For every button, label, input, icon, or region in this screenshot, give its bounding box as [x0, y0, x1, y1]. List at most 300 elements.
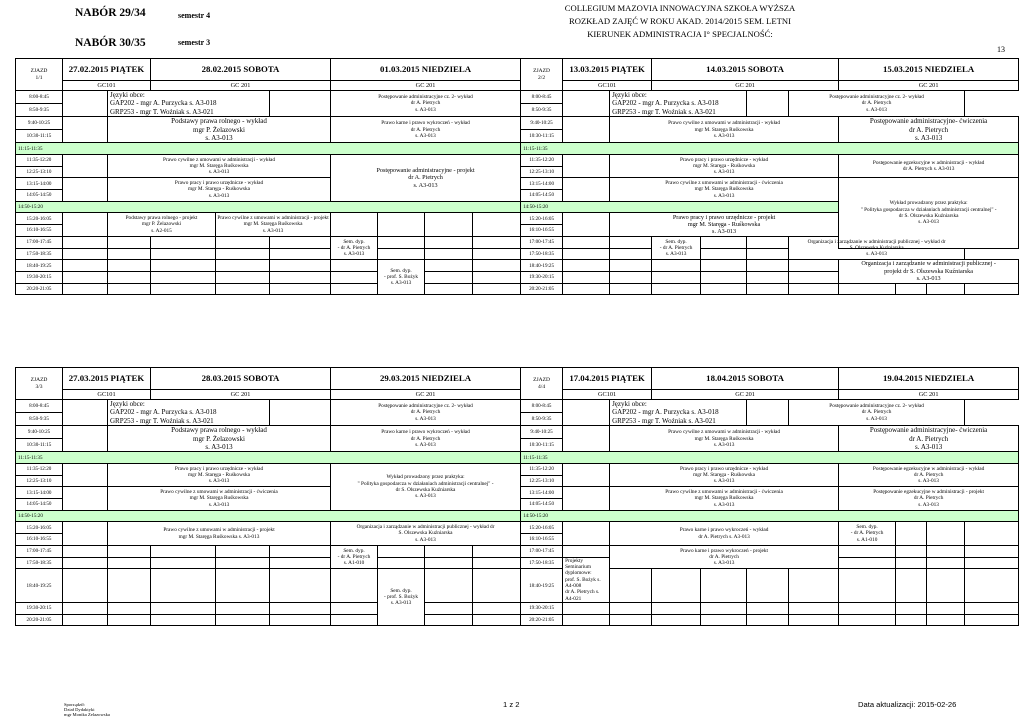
class-teacher: - prof. S. Bożyk: [384, 274, 419, 281]
class-title: Postępowanie administracyjne cz. 2- wykład: [829, 94, 924, 101]
update-date: Data aktualizacji: 2015-02-26: [858, 700, 957, 709]
empty-cell: [965, 614, 1019, 626]
time-slot: 18:40-19:25: [521, 260, 563, 272]
class-block: [610, 426, 839, 452]
class-room: s. A3-013: [413, 181, 438, 189]
empty-cell: [701, 569, 747, 603]
class-title: Sem. dyp.: [856, 524, 878, 531]
class-title: Postępowanie administracyjne - projekt: [376, 166, 475, 174]
empty-cell: [63, 557, 108, 569]
class-title: Organizacja i zarządzanie w administracji publicznej - wykład dr: [807, 238, 946, 245]
time-slot: 13:15-14:00: [16, 487, 63, 499]
time-slot: 20:20-21:05: [16, 614, 63, 626]
time-slot: 16:10-16:55: [521, 225, 563, 237]
empty-cell: [63, 178, 108, 201]
empty-cell: [270, 248, 331, 260]
empty-cell: [63, 283, 108, 295]
class-title: Prawo pracy i prawo urzędnicze - wykład: [174, 465, 264, 472]
semestr-label-2: semestr 3: [178, 38, 211, 47]
time-slot: 14:05-14:50: [521, 499, 563, 511]
day-header: 27.02.2015 PIĄTEK: [63, 59, 151, 81]
time-slot: 10:30-11:15: [16, 130, 63, 143]
time-slot: 17:50-18:35: [521, 557, 563, 569]
empty-cell: [563, 614, 610, 626]
empty-cell: [747, 260, 789, 272]
class-teacher: - prof. S. Bożyk: [384, 594, 419, 601]
class-room: s. A3-013: [208, 501, 230, 508]
time-slot: 18:40-19:25: [16, 260, 63, 272]
empty-cell: [63, 271, 108, 283]
empty-cell: [108, 557, 151, 569]
time-slot: 11:35-12:20: [521, 155, 563, 167]
empty-cell: [896, 557, 927, 569]
empty-cell: [652, 614, 701, 626]
empty-cell: [563, 400, 610, 426]
day-header: 28.03.2015 SOBOTA: [151, 368, 331, 390]
class-title: Projekty Seminarium dyplomowe:: [565, 557, 592, 577]
day-header: 19.04.2015 NIEDZIELA: [839, 368, 1019, 390]
empty-cell: [473, 260, 521, 272]
empty-cell: [789, 614, 839, 626]
empty-cell: [151, 236, 216, 248]
empty-cell: [270, 614, 331, 626]
class-title: Prawo karne i prawo wykroczeń - projekt: [680, 547, 769, 554]
empty-cell: [63, 400, 108, 426]
class-detail: dr A. Pietrych s. A4-021: [565, 589, 600, 602]
class-block: [108, 117, 331, 143]
class-room: s. A3-013: [713, 501, 735, 508]
class-teacher: mgr M. Staręga - Ruśkowska: [687, 220, 761, 228]
empty-cell: [652, 260, 701, 272]
class-detail: GAP202 - mgr A. Purzycka s. A3-018: [110, 99, 217, 108]
empty-cell: [270, 283, 331, 295]
empty-cell: [747, 602, 789, 614]
empty-cell: [425, 569, 473, 603]
time-slot: 17:00-17:45: [16, 236, 63, 248]
class-teacher: mgr P. Żelazowski: [141, 221, 182, 228]
signature-line: mgr Monika Zelazowska: [64, 712, 110, 718]
empty-cell: [216, 248, 270, 260]
empty-cell: [896, 522, 927, 545]
class-detail: GRP253 - mgr T. Woźniak s. A3-021: [110, 107, 214, 116]
empty-cell: [652, 271, 701, 283]
class-block: [610, 545, 839, 568]
class-teacher: dr A. Pietrych: [861, 409, 892, 416]
time-slot: 15:20-16:05: [521, 213, 563, 225]
class-title: Postępowanie administracyjne cz. 2- wykład: [378, 94, 473, 101]
empty-cell: [473, 271, 521, 283]
empty-cell: [896, 602, 927, 614]
class-title: Prawo karne i prawo wykroczeń - wykład: [679, 527, 769, 534]
empty-cell: [927, 522, 965, 545]
empty-cell: [151, 557, 216, 569]
empty-cell: [63, 487, 108, 510]
day-header: 18.04.2015 SOBOTA: [652, 368, 839, 390]
class-title: Podstawy prawa rolnego - projekt: [125, 215, 198, 222]
empty-cell: [216, 614, 270, 626]
class-block: [839, 464, 1019, 487]
empty-cell: [425, 271, 473, 283]
empty-cell: [701, 248, 747, 260]
empty-cell: [789, 602, 839, 614]
empty-cell: [563, 155, 610, 178]
empty-cell: [108, 283, 151, 295]
empty-cell: [473, 283, 521, 295]
zjazd-cell: [521, 59, 563, 91]
class-title: Języki obce:: [110, 91, 145, 99]
empty-cell: [216, 602, 270, 614]
time-slot: 17:00-17:45: [521, 236, 563, 248]
empty-cell: [425, 614, 473, 626]
empty-cell: [151, 248, 216, 260]
empty-cell: [331, 602, 378, 614]
empty-cell: [701, 283, 747, 295]
class-room: s. A3-013: [713, 478, 735, 485]
empty-cell: [839, 569, 896, 603]
empty-cell: [610, 569, 652, 603]
page-number: 13: [997, 45, 1005, 54]
class-block: [378, 260, 425, 295]
class-teacher: - dr A. Pietrych: [337, 244, 371, 251]
empty-cell: [965, 569, 1019, 603]
class-title: Języki obce:: [612, 91, 647, 99]
empty-cell: [108, 260, 151, 272]
empty-cell: [108, 271, 151, 283]
class-room: s. A3-013: [914, 133, 943, 142]
class-room: s. A1-010: [856, 536, 878, 543]
empty-cell: [563, 91, 610, 117]
class-block: [331, 91, 521, 117]
time-slot: 11:35-12:20: [16, 464, 63, 476]
class-room: s. A3-013: [205, 442, 233, 451]
empty-cell: [563, 236, 610, 248]
schedule-title: ROZKŁAD ZAJĘĆ W ROKU AKAD. 2014/2015 SEM. LETNI: [569, 16, 791, 26]
empty-cell: [563, 260, 610, 272]
empty-cell: [747, 271, 789, 283]
empty-cell: [270, 271, 331, 283]
class-teacher: dr A. Pietrych: [410, 435, 441, 442]
zjazd-label: ZJAZD: [30, 67, 48, 74]
class-room: s. A3-013: [415, 493, 436, 500]
empty-cell: [331, 614, 378, 626]
empty-cell: [216, 271, 270, 283]
class-teacher: S. Olszewska Kuźniarska: [398, 530, 453, 537]
time-slot: 20:20-21:05: [16, 283, 63, 295]
class-room: s. A3-013: [713, 441, 735, 448]
empty-cell: [927, 557, 965, 569]
zjazd-label: ZJAZD: [30, 376, 48, 383]
empty-cell: [331, 271, 378, 283]
empty-cell: [151, 260, 216, 272]
empty-cell: [331, 569, 378, 603]
empty-cell: [473, 213, 521, 236]
empty-cell: [563, 117, 610, 143]
empty-cell: [563, 426, 610, 452]
time-slot: 13:15-14:00: [521, 487, 563, 499]
empty-cell: [896, 614, 927, 626]
break-row: 11:15-11:35: [16, 452, 521, 464]
class-block: [108, 487, 331, 510]
class-block: [789, 91, 965, 117]
class-detail: GRP253 - mgr T. Woźniak s. A3-021: [612, 107, 716, 116]
class-room: s. A3-013: [866, 415, 887, 422]
class-title: Sem. dyp.: [343, 238, 365, 245]
class-title: Postępowanie administracyjne- ćwiczenia: [869, 426, 988, 435]
time-slot: 12:25-13:10: [521, 475, 563, 487]
room-label: GC 201: [839, 81, 1019, 91]
empty-cell: [563, 178, 610, 201]
time-slot: 12:25-13:10: [16, 166, 63, 178]
class-title: Języki obce:: [612, 400, 647, 408]
class-block: [108, 178, 331, 201]
empty-cell: [652, 602, 701, 614]
class-room: s. A3-013: [390, 280, 412, 287]
class-room: s. A3-013: [415, 132, 436, 139]
empty-cell: [151, 614, 216, 626]
class-room: s. A3-013: [713, 132, 735, 139]
class-title: Postępowanie egzekucyjne w administracji - wykład: [872, 465, 985, 472]
class-title: Prawo karne i prawo wykroczeń - wykład: [381, 120, 470, 127]
room-label: GC101: [563, 390, 652, 400]
time-slot: 17:00-17:45: [16, 545, 63, 557]
empty-cell: [63, 569, 108, 603]
empty-cell: [425, 260, 473, 272]
empty-cell: [965, 602, 1019, 614]
class-title: Organizacja i zarządzanie w administracji publicznej -: [861, 260, 996, 268]
class-teacher: mgr M. Staręga - Ruśkowska: [693, 472, 756, 479]
empty-cell: [108, 248, 151, 260]
time-slot: 9:40-10:25: [521, 117, 563, 130]
class-room: s. A2-015: [151, 227, 172, 234]
class-title: Prawo pracy i prawo urzędnicze - projekt: [672, 213, 776, 221]
class-teacher: S. Olszewska Kuźniarska: [849, 244, 904, 251]
time-slot: 17:50-18:35: [521, 248, 563, 260]
room-label: GC 201: [652, 81, 839, 91]
class-teacher: dr A. Pietrych: [410, 100, 441, 107]
class-room: s. A3-013: [866, 251, 887, 258]
empty-cell: [473, 248, 521, 260]
empty-cell: [747, 283, 789, 295]
class-title: Prawo cywilne z umowami w administracji - wykład: [163, 156, 275, 163]
class-teacher: mgr M. Staręga Ruśkowska: [694, 435, 754, 442]
class-block: [839, 117, 1019, 143]
class-title: Postępowanie egzekucyjne w administracji - projekt: [873, 489, 984, 496]
class-title: Organizacja i zarządzanie w administracji publicznej - wykład dr: [356, 524, 495, 531]
class-block: [610, 91, 747, 117]
empty-cell: [701, 271, 747, 283]
break-row: 11:15-11:35: [521, 143, 1019, 155]
empty-cell: [473, 236, 521, 248]
room-label: GC 201: [839, 390, 1019, 400]
empty-cell: [563, 271, 610, 283]
room-label: GC101: [63, 81, 151, 91]
zjazd-label: ZJAZD: [533, 67, 550, 74]
class-block: [839, 426, 1019, 452]
class-title: Postępowanie egzekucyjne w administracji - wykład: [872, 159, 985, 166]
class-block: [839, 260, 1019, 283]
empty-cell: [216, 260, 270, 272]
signature-line: Sporządził:: [64, 702, 85, 707]
empty-cell: [473, 557, 521, 569]
empty-cell: [610, 614, 652, 626]
class-title: Postępowanie administracyjne cz. 2- wykład: [829, 403, 924, 410]
page-counter: 1 z 2: [503, 700, 520, 709]
room-label: GC 201: [331, 81, 521, 91]
empty-cell: [789, 271, 839, 283]
class-title: Prawo cywilne z umowami w administracji - wykład: [668, 120, 781, 127]
class-teacher: dr A. Pietrych: [410, 126, 441, 133]
time-slot: 16:10-16:55: [16, 225, 63, 237]
class-detail: GRP253 - mgr T. Woźniak s. A3-021: [612, 416, 716, 425]
empty-cell: [425, 236, 473, 248]
empty-cell: [563, 487, 610, 510]
empty-cell: [63, 117, 108, 143]
empty-cell: [652, 283, 701, 295]
empty-cell: [965, 545, 1019, 557]
class-teacher: dr A. Pietrych: [709, 553, 739, 560]
class-block: [331, 400, 521, 426]
empty-cell: [331, 283, 378, 295]
empty-cell: [652, 569, 701, 603]
empty-cell: [151, 283, 216, 295]
class-teacher: mgr M. Staręga Ruśkowska: [189, 163, 249, 170]
class-block: [108, 400, 270, 426]
class-block: [108, 464, 331, 487]
day-header: 27.03.2015 PIĄTEK: [63, 368, 151, 390]
time-slot: 19:30-20:15: [521, 271, 563, 283]
class-room: s. A3-013: [713, 192, 735, 199]
break-row: 11:15-11:35: [521, 452, 1019, 464]
class-room: s. A3-013: [712, 228, 737, 236]
empty-cell: [108, 602, 151, 614]
class-teacher: mgr P. Żelazowski: [193, 125, 245, 134]
schedule-table-2: [15, 367, 1019, 626]
empty-cell: [108, 614, 151, 626]
semestr-label-1: semestr 4: [178, 11, 211, 20]
empty-cell: [563, 464, 610, 487]
break-row: 11:15-11:35: [16, 143, 521, 155]
empty-cell: [839, 614, 896, 626]
class-title: Sem. dyp.: [390, 587, 412, 594]
class-block: [331, 464, 521, 511]
class-teacher: dr A. Pietrych: [913, 495, 944, 502]
time-slot: 19:30-20:15: [16, 271, 63, 283]
zjazd-number: 2/2: [538, 74, 546, 81]
class-teacher: mgr P. Żelazowski: [193, 434, 245, 443]
class-room: dr A. Pietrych s. A3-013: [902, 166, 955, 173]
class-teacher: mgr M. Staręga - Ruśkowska: [188, 472, 250, 479]
time-slot: 9:40-10:25: [16, 426, 63, 439]
empty-cell: [378, 213, 425, 236]
empty-cell: [473, 545, 521, 557]
empty-cell: [563, 248, 610, 260]
empty-cell: [151, 545, 216, 557]
class-title: Sem. dyp.: [343, 547, 365, 554]
empty-cell: [270, 602, 331, 614]
class-teacher: mgr M. Staręga Ruśkowska: [694, 495, 754, 502]
break-row: 14:50-15:20: [521, 201, 839, 213]
empty-cell: [216, 569, 270, 603]
empty-cell: [216, 283, 270, 295]
empty-cell: [425, 557, 473, 569]
empty-cell: [610, 271, 652, 283]
day-header: 29.03.2015 NIEDZIELA: [331, 368, 521, 390]
empty-cell: [108, 236, 151, 248]
class-room: s. A3-013: [918, 501, 939, 508]
class-teacher: mgr M. Staręga - Ruśkowska: [693, 163, 756, 170]
class-block: [610, 522, 839, 545]
class-block: [108, 213, 216, 236]
break-row: 14:50-15:20: [16, 201, 521, 213]
class-room: s. A3-013: [208, 478, 230, 485]
class-room: s. A3-013: [208, 192, 230, 199]
time-slot: 15:20-16:05: [16, 522, 63, 534]
empty-cell: [63, 614, 108, 626]
class-block: [610, 155, 839, 178]
empty-cell: [270, 236, 331, 248]
empty-cell: [789, 283, 839, 295]
class-teacher: dr S. Olszewska Kuźniarska: [395, 486, 456, 493]
empty-cell: [610, 248, 652, 260]
time-slot: 8:50-9:35: [521, 104, 563, 117]
class-teacher: mgr M. Staręga Ruśkowska: [189, 495, 249, 502]
class-detail: " Polityka gospodarcza w działaniach administracji centralnej" -: [357, 480, 494, 487]
empty-cell: [270, 557, 331, 569]
empty-cell: [701, 602, 747, 614]
empty-cell: [896, 545, 927, 557]
signature-block: [64, 702, 110, 717]
class-block: [331, 236, 378, 259]
class-block: [839, 522, 896, 545]
room-label: GC101: [563, 81, 652, 91]
zjazd-label: ZJAZD: [533, 376, 550, 383]
time-slot: 8:00-8:45: [16, 91, 63, 104]
class-room: s. A3-013: [713, 560, 735, 567]
schedule-table-1: [15, 58, 1019, 295]
empty-cell: [63, 248, 108, 260]
time-slot: 17:00-17:45: [521, 545, 563, 557]
class-block: [331, 117, 521, 143]
empty-cell: [701, 614, 747, 626]
empty-cell: [610, 260, 652, 272]
class-teacher: mgr M. Staręga Ruśkowska: [243, 221, 303, 228]
class-teacher: - dr A. Pietrych: [659, 244, 693, 251]
room-label: GC 201: [331, 390, 521, 400]
zjazd-cell: [16, 59, 63, 91]
time-slot: 12:25-13:10: [521, 166, 563, 178]
time-slot: 8:50-9:35: [16, 104, 63, 117]
empty-cell: [839, 283, 896, 295]
time-slot: 15:20-16:05: [521, 522, 563, 534]
class-teacher: dr A. Pietrych: [909, 434, 949, 443]
class-teacher: dr A. Pietrych: [909, 125, 949, 134]
class-title: Prawo pracy i prawo urzędnicze - wykład: [174, 180, 264, 187]
class-room: s. A3-013: [208, 169, 230, 176]
empty-cell: [63, 464, 108, 487]
empty-cell: [747, 91, 789, 117]
class-detail: GAP202 - mgr A. Purzycka s. A3-018: [612, 99, 719, 108]
empty-cell: [927, 569, 965, 603]
class-room: s. A1-010: [343, 560, 365, 567]
class-teacher: - dr A. Pietrych: [337, 553, 371, 560]
nabor-title-1: NABÓR 29/34: [75, 7, 146, 19]
time-slot: 12:25-13:10: [16, 475, 63, 487]
time-slot: 16:10-16:55: [521, 534, 563, 546]
class-teacher: dr A. Pietrych s. A3-013: [698, 533, 750, 540]
day-header: 28.02.2015 SOBOTA: [151, 59, 331, 81]
class-block: [610, 464, 839, 487]
empty-cell: [216, 545, 270, 557]
